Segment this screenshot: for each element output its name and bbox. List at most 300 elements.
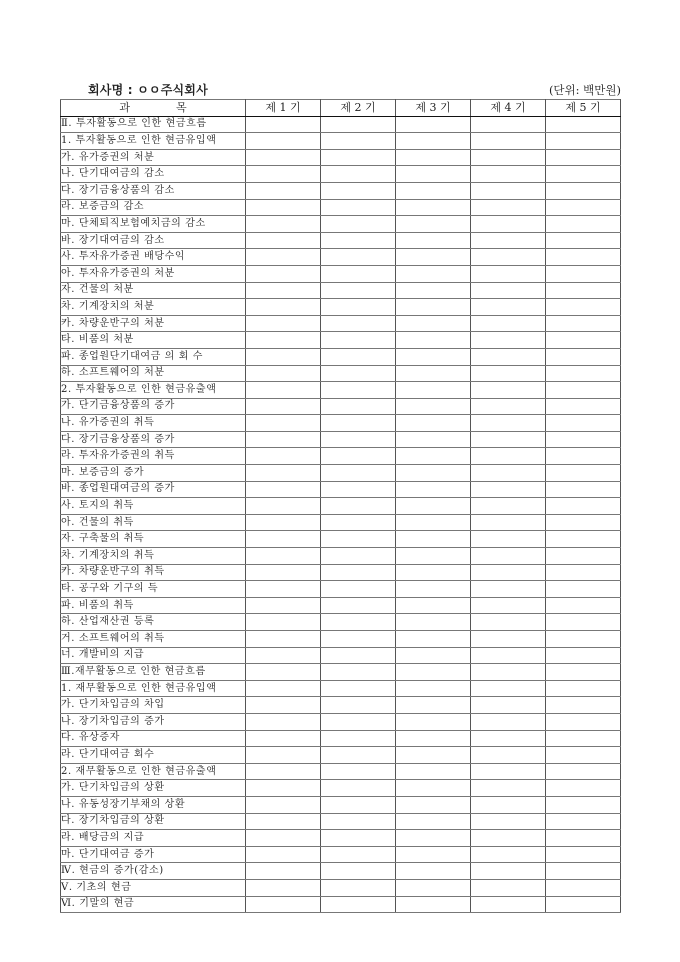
table-row (61, 514, 621, 531)
period-value-cell[interactable] (396, 149, 471, 166)
period-value-cell[interactable] (546, 216, 621, 233)
row-label: Ⅵ. 기말의 현금 (61, 896, 246, 913)
row-label: 자. 구축물의 취득 (61, 531, 246, 548)
period-value-cell[interactable] (546, 581, 621, 598)
period-value-cell[interactable] (471, 315, 546, 332)
period-header: 제 2 기 (321, 100, 396, 117)
period-value-cell[interactable] (246, 415, 321, 432)
period-value-cell[interactable] (246, 664, 321, 681)
period-value-cell[interactable] (321, 133, 396, 150)
table-row (61, 216, 621, 233)
period-value-cell[interactable] (471, 481, 546, 498)
row-label: 너. 개발비의 지급 (61, 647, 246, 664)
period-value-cell[interactable] (471, 647, 546, 664)
period-value-cell[interactable] (546, 498, 621, 515)
period-value-cell[interactable] (321, 597, 396, 614)
period-value-cell[interactable] (246, 365, 321, 382)
period-value-cell[interactable] (546, 647, 621, 664)
period-value-cell[interactable] (396, 182, 471, 199)
period-value-cell[interactable] (246, 299, 321, 316)
table-row (61, 597, 621, 614)
period-value-cell[interactable] (396, 166, 471, 183)
period-value-cell[interactable] (321, 465, 396, 482)
period-value-cell[interactable] (246, 199, 321, 216)
period-value-cell[interactable] (321, 249, 396, 266)
period-value-cell[interactable] (321, 830, 396, 847)
period-value-cell[interactable] (471, 614, 546, 631)
table-row (61, 315, 621, 332)
period-value-cell[interactable] (246, 232, 321, 249)
period-value-cell[interactable] (546, 830, 621, 847)
row-label: 마. 단체퇴직보험예치금의 감소 (61, 216, 246, 233)
period-value-cell[interactable] (396, 365, 471, 382)
row-label: 라. 보증금의 감소 (61, 199, 246, 216)
table-row (61, 448, 621, 465)
period-value-cell[interactable] (321, 796, 396, 813)
period-value-cell[interactable] (471, 581, 546, 598)
period-value-cell[interactable] (246, 315, 321, 332)
period-value-cell[interactable] (471, 465, 546, 482)
period-value-cell[interactable] (471, 548, 546, 565)
table-row (61, 481, 621, 498)
period-value-cell[interactable] (546, 763, 621, 780)
period-value-cell[interactable] (546, 332, 621, 349)
period-value-cell[interactable] (471, 697, 546, 714)
period-value-cell[interactable] (546, 249, 621, 266)
period-value-cell[interactable] (546, 597, 621, 614)
period-value-cell[interactable] (546, 182, 621, 199)
period-value-cell[interactable] (471, 265, 546, 282)
row-label: 다. 장기금융상품의 증가 (61, 431, 246, 448)
period-value-cell[interactable] (546, 382, 621, 399)
period-value-cell[interactable] (396, 431, 471, 448)
period-value-cell[interactable] (246, 813, 321, 830)
period-value-cell[interactable] (321, 581, 396, 598)
period-value-cell[interactable] (321, 813, 396, 830)
period-value-cell[interactable] (396, 398, 471, 415)
period-value-cell[interactable] (546, 265, 621, 282)
period-value-cell[interactable] (471, 514, 546, 531)
period-value-cell[interactable] (546, 713, 621, 730)
period-value-cell[interactable] (321, 713, 396, 730)
row-label: 2. 투자활동으로 인한 현금유출액 (61, 382, 246, 399)
period-value-cell[interactable] (471, 365, 546, 382)
period-value-cell[interactable] (471, 713, 546, 730)
period-value-cell[interactable] (321, 614, 396, 631)
period-value-cell[interactable] (321, 498, 396, 515)
period-value-cell[interactable] (246, 481, 321, 498)
period-value-cell[interactable] (396, 697, 471, 714)
period-value-cell[interactable] (396, 232, 471, 249)
period-value-cell[interactable] (546, 680, 621, 697)
period-value-cell[interactable] (471, 398, 546, 415)
period-value-cell[interactable] (246, 597, 321, 614)
period-value-cell[interactable] (471, 896, 546, 913)
period-value-cell[interactable] (321, 415, 396, 432)
table-row (61, 680, 621, 697)
period-value-cell[interactable] (546, 315, 621, 332)
period-value-cell[interactable] (396, 863, 471, 880)
period-value-cell[interactable] (471, 813, 546, 830)
period-value-cell[interactable] (246, 514, 321, 531)
document-header (60, 82, 621, 98)
period-value-cell[interactable] (396, 846, 471, 863)
period-value-cell[interactable] (396, 216, 471, 233)
period-value-cell[interactable] (396, 830, 471, 847)
row-label: 바. 장기대여금의 감소 (61, 232, 246, 249)
period-value-cell[interactable] (396, 680, 471, 697)
period-header: 제 1 기 (246, 100, 321, 117)
period-value-cell[interactable] (246, 249, 321, 266)
row-label: 가. 단기차입금의 상환 (61, 780, 246, 797)
period-value-cell[interactable] (396, 514, 471, 531)
table-row (61, 398, 621, 415)
period-value-cell[interactable] (321, 448, 396, 465)
period-value-cell[interactable] (546, 431, 621, 448)
period-value-cell[interactable] (246, 680, 321, 697)
table-body (61, 116, 621, 913)
period-value-cell[interactable] (321, 431, 396, 448)
row-label: Ⅱ. 투자활동으로 인한 현금흐름 (61, 116, 246, 133)
table-row (61, 846, 621, 863)
period-value-cell[interactable] (321, 548, 396, 565)
period-value-cell[interactable] (246, 448, 321, 465)
table-row (61, 664, 621, 681)
row-label: 하. 산업재산권 등록 (61, 614, 246, 631)
table-row (61, 830, 621, 847)
period-value-cell[interactable] (396, 448, 471, 465)
period-value-cell[interactable] (246, 133, 321, 150)
table-row (61, 796, 621, 813)
table-row (61, 813, 621, 830)
period-value-cell[interactable] (396, 647, 471, 664)
row-label: 파. 종업원단기대여금 의 회 수 (61, 348, 246, 365)
period-value-cell[interactable] (321, 896, 396, 913)
period-value-cell[interactable] (246, 182, 321, 199)
period-value-cell[interactable] (321, 232, 396, 249)
period-value-cell[interactable] (246, 697, 321, 714)
period-value-cell[interactable] (471, 680, 546, 697)
period-value-cell[interactable] (396, 813, 471, 830)
period-value-cell[interactable] (471, 531, 546, 548)
period-value-cell[interactable] (396, 265, 471, 282)
row-label: 나. 장기차입금의 증가 (61, 713, 246, 730)
period-value-cell[interactable] (546, 398, 621, 415)
period-value-cell[interactable] (396, 664, 471, 681)
period-value-cell[interactable] (246, 780, 321, 797)
row-label: 2. 재무활동으로 인한 현금유출액 (61, 763, 246, 780)
period-value-cell[interactable] (246, 216, 321, 233)
period-value-cell[interactable] (471, 182, 546, 199)
period-value-cell[interactable] (321, 564, 396, 581)
period-value-cell[interactable] (471, 166, 546, 183)
period-value-cell[interactable] (546, 348, 621, 365)
period-value-cell[interactable] (321, 182, 396, 199)
period-value-cell[interactable] (321, 365, 396, 382)
period-value-cell[interactable] (321, 199, 396, 216)
period-value-cell[interactable] (546, 365, 621, 382)
period-value-cell[interactable] (471, 498, 546, 515)
period-value-cell[interactable] (471, 199, 546, 216)
subject-column-header (61, 100, 246, 117)
period-value-cell[interactable] (246, 431, 321, 448)
period-value-cell[interactable] (546, 465, 621, 482)
period-value-cell[interactable] (471, 382, 546, 399)
period-value-cell[interactable] (396, 548, 471, 565)
period-value-cell[interactable] (246, 548, 321, 565)
period-value-cell[interactable] (471, 564, 546, 581)
period-value-cell[interactable] (546, 780, 621, 797)
period-value-cell[interactable] (546, 614, 621, 631)
period-value-cell[interactable] (321, 647, 396, 664)
row-label: 바. 종업원대여금의 증가 (61, 481, 246, 498)
period-header: 제 3 기 (396, 100, 471, 117)
period-value-cell[interactable] (321, 631, 396, 648)
company-name: 회사명 : ㅇㅇ주식회사 (88, 83, 208, 97)
period-value-cell[interactable] (546, 730, 621, 747)
period-value-cell[interactable] (546, 813, 621, 830)
period-value-cell[interactable] (246, 498, 321, 515)
period-value-cell[interactable] (546, 282, 621, 299)
unit-label: (단위: 백만원) (548, 83, 621, 97)
period-value-cell[interactable] (471, 597, 546, 614)
period-value-cell[interactable] (396, 763, 471, 780)
row-label: 나. 유가증권의 취득 (61, 415, 246, 432)
period-value-cell[interactable] (396, 315, 471, 332)
period-value-cell[interactable] (396, 116, 471, 133)
period-value-cell[interactable] (321, 282, 396, 299)
period-value-cell[interactable] (396, 730, 471, 747)
period-value-cell[interactable] (321, 265, 396, 282)
period-value-cell[interactable] (321, 697, 396, 714)
table-row (61, 780, 621, 797)
period-value-cell[interactable] (396, 631, 471, 648)
row-label: 차. 기계장치의 처분 (61, 299, 246, 316)
period-value-cell[interactable] (396, 581, 471, 598)
period-value-cell[interactable] (546, 166, 621, 183)
period-value-cell[interactable] (471, 348, 546, 365)
period-value-cell[interactable] (321, 730, 396, 747)
period-value-cell[interactable] (396, 348, 471, 365)
row-label: 거. 소프트웨어의 취득 (61, 631, 246, 648)
period-value-cell[interactable] (471, 830, 546, 847)
period-value-cell[interactable] (246, 763, 321, 780)
period-value-cell[interactable] (396, 498, 471, 515)
period-value-cell[interactable] (321, 299, 396, 316)
table-row (61, 265, 621, 282)
subject-header-right: 목 (176, 100, 187, 114)
period-value-cell[interactable] (471, 415, 546, 432)
table-row (61, 896, 621, 913)
period-value-cell[interactable] (546, 415, 621, 432)
period-value-cell[interactable] (471, 232, 546, 249)
period-value-cell[interactable] (471, 282, 546, 299)
period-value-cell[interactable] (546, 548, 621, 565)
period-value-cell[interactable] (246, 863, 321, 880)
period-value-cell[interactable] (396, 614, 471, 631)
period-value-cell[interactable] (546, 896, 621, 913)
period-value-cell[interactable] (321, 216, 396, 233)
period-value-cell[interactable] (396, 415, 471, 432)
period-value-cell[interactable] (546, 631, 621, 648)
period-value-cell[interactable] (471, 846, 546, 863)
period-value-cell[interactable] (246, 581, 321, 598)
period-value-cell[interactable] (396, 249, 471, 266)
period-value-cell[interactable] (321, 348, 396, 365)
period-value-cell[interactable] (246, 713, 321, 730)
period-value-cell[interactable] (321, 846, 396, 863)
period-value-cell[interactable] (546, 697, 621, 714)
period-value-cell[interactable] (321, 780, 396, 797)
period-value-cell[interactable] (321, 398, 396, 415)
period-value-cell[interactable] (246, 896, 321, 913)
table-row (61, 713, 621, 730)
table-row (61, 332, 621, 349)
period-value-cell[interactable] (396, 531, 471, 548)
period-value-cell[interactable] (396, 481, 471, 498)
period-value-cell[interactable] (546, 149, 621, 166)
period-value-cell[interactable] (396, 465, 471, 482)
period-value-cell[interactable] (396, 332, 471, 349)
period-value-cell[interactable] (246, 265, 321, 282)
period-value-cell[interactable] (471, 431, 546, 448)
period-value-cell[interactable] (471, 448, 546, 465)
period-value-cell[interactable] (246, 830, 321, 847)
period-value-cell[interactable] (471, 249, 546, 266)
period-value-cell[interactable] (321, 747, 396, 764)
period-value-cell[interactable] (246, 564, 321, 581)
table-row (61, 133, 621, 150)
table-row (61, 365, 621, 382)
period-value-cell[interactable] (546, 564, 621, 581)
period-value-cell[interactable] (321, 879, 396, 896)
period-value-cell[interactable] (471, 863, 546, 880)
period-value-cell[interactable] (471, 747, 546, 764)
period-value-cell[interactable] (246, 149, 321, 166)
period-value-cell[interactable] (321, 382, 396, 399)
period-header: 제 5 기 (546, 100, 621, 117)
period-value-cell[interactable] (546, 846, 621, 863)
row-label: 나. 단기대여금의 감소 (61, 166, 246, 183)
row-label: 1. 재무활동으로 인한 현금유입액 (61, 680, 246, 697)
period-value-cell[interactable] (546, 796, 621, 813)
period-value-cell[interactable] (396, 564, 471, 581)
period-value-cell[interactable] (246, 382, 321, 399)
period-value-cell[interactable] (546, 199, 621, 216)
period-value-cell[interactable] (396, 282, 471, 299)
period-value-cell[interactable] (246, 647, 321, 664)
period-value-cell[interactable] (321, 315, 396, 332)
row-label: 하. 소프트웨어의 처분 (61, 365, 246, 382)
period-value-cell[interactable] (321, 332, 396, 349)
period-value-cell[interactable] (321, 149, 396, 166)
period-value-cell[interactable] (246, 846, 321, 863)
period-value-cell[interactable] (396, 299, 471, 316)
period-value-cell[interactable] (546, 863, 621, 880)
period-value-cell[interactable] (246, 282, 321, 299)
period-value-cell[interactable] (321, 514, 396, 531)
period-value-cell[interactable] (321, 680, 396, 697)
period-value-cell[interactable] (246, 531, 321, 548)
period-value-cell[interactable] (321, 664, 396, 681)
period-value-cell[interactable] (546, 299, 621, 316)
period-value-cell[interactable] (396, 796, 471, 813)
period-value-cell[interactable] (546, 664, 621, 681)
row-label: 차. 기계장치의 취득 (61, 548, 246, 565)
period-value-cell[interactable] (396, 780, 471, 797)
period-value-cell[interactable] (321, 763, 396, 780)
period-value-cell[interactable] (246, 631, 321, 648)
period-value-cell[interactable] (396, 747, 471, 764)
period-value-cell[interactable] (471, 879, 546, 896)
period-value-cell[interactable] (321, 863, 396, 880)
table-row (61, 299, 621, 316)
period-value-cell[interactable] (471, 299, 546, 316)
period-value-cell[interactable] (546, 448, 621, 465)
period-value-cell[interactable] (546, 747, 621, 764)
period-value-cell[interactable] (321, 481, 396, 498)
period-value-cell[interactable] (246, 465, 321, 482)
period-value-cell[interactable] (471, 133, 546, 150)
period-value-cell[interactable] (396, 713, 471, 730)
period-value-cell[interactable] (246, 614, 321, 631)
period-value-cell[interactable] (471, 631, 546, 648)
period-value-cell[interactable] (546, 116, 621, 133)
period-value-cell[interactable] (471, 664, 546, 681)
period-value-cell[interactable] (321, 531, 396, 548)
period-value-cell[interactable] (396, 199, 471, 216)
table-row (61, 149, 621, 166)
period-value-cell[interactable] (546, 232, 621, 249)
period-value-cell[interactable] (321, 166, 396, 183)
period-value-cell[interactable] (471, 763, 546, 780)
period-value-cell[interactable] (246, 348, 321, 365)
period-value-cell[interactable] (471, 116, 546, 133)
period-value-cell[interactable] (246, 879, 321, 896)
row-label: 아. 건물의 취득 (61, 514, 246, 531)
period-value-cell[interactable] (546, 514, 621, 531)
period-value-cell[interactable] (546, 879, 621, 896)
period-value-cell[interactable] (546, 481, 621, 498)
period-value-cell[interactable] (246, 332, 321, 349)
table-row (61, 415, 621, 432)
period-value-cell[interactable] (396, 896, 471, 913)
period-value-cell[interactable] (471, 796, 546, 813)
period-value-cell[interactable] (246, 796, 321, 813)
table-row (61, 581, 621, 598)
period-value-cell[interactable] (471, 730, 546, 747)
period-value-cell[interactable] (546, 531, 621, 548)
period-value-cell[interactable] (471, 216, 546, 233)
period-value-cell[interactable] (246, 166, 321, 183)
period-value-cell[interactable] (471, 149, 546, 166)
period-value-cell[interactable] (246, 398, 321, 415)
period-value-cell[interactable] (471, 780, 546, 797)
period-value-cell[interactable] (396, 879, 471, 896)
table-row (61, 531, 621, 548)
period-value-cell[interactable] (246, 116, 321, 133)
period-value-cell[interactable] (471, 332, 546, 349)
period-value-cell[interactable] (321, 116, 396, 133)
period-value-cell[interactable] (546, 133, 621, 150)
table-row (61, 763, 621, 780)
period-value-cell[interactable] (396, 382, 471, 399)
period-value-cell[interactable] (396, 133, 471, 150)
row-label: 마. 보증금의 증가 (61, 465, 246, 482)
period-value-cell[interactable] (246, 747, 321, 764)
period-value-cell[interactable] (246, 730, 321, 747)
period-value-cell[interactable] (396, 597, 471, 614)
